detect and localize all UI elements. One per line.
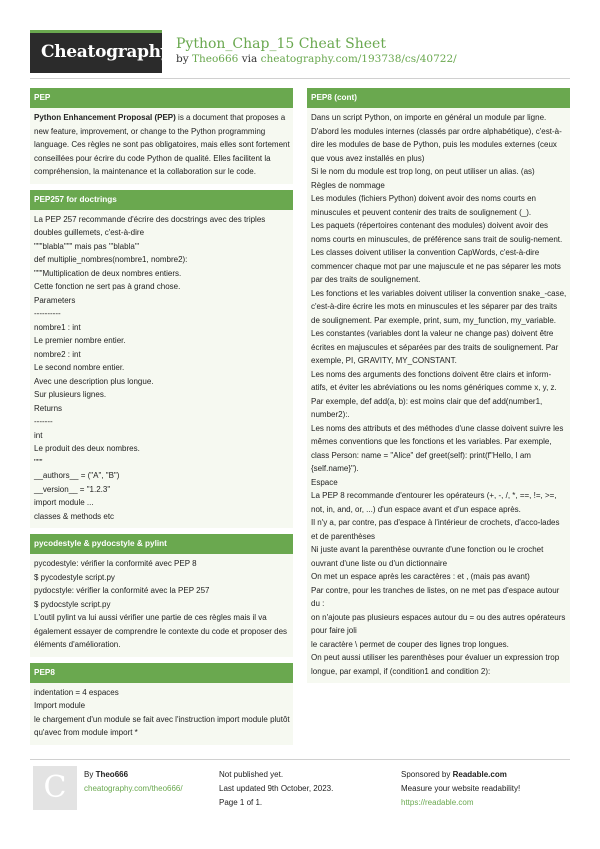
cheatography-logo[interactable]: [30, 30, 171, 73]
page-title: Python_Chap_15 Cheat Sheet: [176, 36, 386, 52]
footer-author: [84, 768, 183, 796]
author-link[interactable]: Theo666: [192, 53, 239, 65]
section-pep8: [30, 663, 293, 745]
section-line: le caractère \ permet de couper des lignes trop longues.: [311, 639, 509, 649]
footer-sponsor-name[interactable]: Readable.com: [452, 770, 507, 779]
footer-updated: Last updated 9th October, 2023.: [219, 784, 334, 793]
footer-sponsor-link[interactable]: https://readable.com: [401, 798, 474, 807]
via-label: via: [241, 53, 258, 65]
footer-author-link[interactable]: cheatography.com/theo666/: [84, 784, 183, 793]
footer-by-label: By: [84, 770, 94, 779]
logo-text: Cheatography: [41, 42, 171, 62]
section-line: ----------: [34, 309, 61, 318]
section-line: Les classes doivent utiliser la convention CapWords, c'est-à-dire commencer chaque mot par une majuscule et ne pas séparer les mots par des traits de soulignement.: [311, 248, 561, 284]
section-line: On met un espace après les caractères : et , (mais pas avant): [311, 572, 530, 581]
section-line: Le produit des deux nombres.: [34, 444, 140, 453]
section-line: Il n'y a, par contre, pas d'espace à l'intérieur de crochets, d'acco-lades et de parenthèses: [311, 518, 560, 541]
section-line: import module ...: [34, 498, 94, 507]
section-line: Dans un script Python, on importe en général un module par ligne. D'abord les modules internes (classés par ordre alphabétique), c'est-à-dire les modules de base de Python, puis les modules externes (ceux que vous avez installés en plus): [311, 113, 562, 163]
section-line: Règles de nommage: [311, 180, 385, 190]
section-body: [30, 108, 293, 184]
section-line: """Multiplication de deux nombres entiers.: [34, 268, 182, 278]
section-title: PEP8 (cont): [307, 88, 570, 108]
section-line: on n'ajoute pas plusieurs espaces autour du = ou des autres opérateurs pour faire joli: [311, 612, 566, 635]
footer-meta: [219, 768, 333, 810]
right-column: [307, 88, 570, 689]
section-line: Le second nombre entier.: [34, 363, 125, 372]
section-line: La PEP 8 recommande d'entourer les opérateurs (+, -, /, *, ==, !=, >=, not, in, and, or, ...) d'un espace avant et d'un espace après.: [311, 491, 557, 514]
section-line: Le premier nombre entier.: [34, 336, 126, 345]
section-line: indentation = 4 espaces: [34, 687, 119, 697]
section-line: Les paquets (répertoires contenant des modules) doivent avoir des noms courts en minuscules, de préférence sans trait de soulig-nement.: [311, 221, 563, 244]
section-line: nombre1 : int: [34, 322, 81, 332]
section-line: nombre2 : int: [34, 349, 81, 359]
section-line: Les fonctions et les variables doivent utiliser la convention snake_-case, c'est-à-dire écrire les mots en minuscules et les séparer par des traits de soulignement. Par exemple, print, sum, my_function, my_variable.: [311, 288, 567, 325]
section-line: """blabla""" mais pas '''blabla''': [34, 241, 140, 251]
footer-author-name[interactable]: Theo666: [95, 770, 129, 779]
section-line: $ pydocstyle script.py: [34, 599, 111, 609]
section-line: Returns: [34, 403, 63, 413]
pep-definition: [34, 111, 290, 179]
section-body: [30, 683, 293, 745]
section-body: [30, 554, 293, 657]
section-line: classes & methods etc: [34, 511, 115, 521]
section-line: Sur plusieurs lignes.: [34, 390, 107, 399]
section-line: pydocstyle: vérifier la conformité avec la PEP 257: [34, 586, 210, 595]
footer-sponsor-line: [401, 768, 520, 782]
section-line: -------: [34, 417, 53, 426]
footer-by-line: [84, 768, 183, 782]
footer-published: Not published yet.: [219, 770, 284, 779]
section-body: [30, 210, 293, 529]
author-avatar[interactable]: [33, 766, 77, 810]
byline: [176, 53, 457, 65]
section-line: int: [34, 430, 43, 440]
footer-divider: [30, 759, 570, 760]
section-line: """: [34, 457, 43, 467]
section-line: __version__ = "1.2.3": [34, 484, 111, 494]
section-line: Espace: [311, 477, 338, 487]
section-line: __authors__ = ("A", "B"): [34, 471, 120, 480]
pep-text: is a document that proposes a new feature, improvement, or change to the Python programming language. Ces règles ne sont pas obligatoires, mais elles sont fortement conseillées pour écrire du code Python de qualité. Elles facilitent la compréhension, la maintenance et la collaboration sur le code.: [34, 113, 290, 176]
section-line: Si le nom du module est trop long, on peut utiliser un alias. (as): [311, 167, 535, 176]
section-body: [307, 108, 570, 683]
footer-sponsor-label: Sponsored by: [401, 770, 451, 779]
section-pycodestyle: [30, 534, 293, 657]
section-line: Les constantes (variables dont la valeur ne change pas) doivent être écrites en majuscules et séparées par des traits de soulignement. Par exemple, PI, GRAVITY, MY_CONSTANT.: [311, 329, 559, 365]
section-title: PEP: [30, 88, 293, 108]
section-line: Parameters: [34, 295, 76, 305]
section-line: On peut aussi utiliser les parenthèses pour évaluer un expression trop longue, par exampl, if (condition1 and condition 2):: [311, 653, 560, 676]
section-line: Avec une description plus longue.: [34, 376, 154, 386]
section-line: Par contre, pour les tranches de listes, on ne met pas d'espace autour du :: [311, 585, 560, 608]
section-line: le chargement d'un module se fait avec l'instruction import module plutôt qu'avec from module import *: [34, 714, 290, 737]
section-line: Les noms des arguments des fonctions doivent être clairs et inform-atifs, et éviter les abréviations ou les noms génériques comme x, y, z. Par exemple, def add(a, b): est moins clair que def add(number1, number2):.: [311, 369, 557, 419]
footer-page: Page 1 of 1.: [219, 798, 263, 807]
footer-sponsor: [401, 768, 520, 810]
section-line: $ pycodestyle script.py: [34, 572, 115, 582]
sheet-url-link[interactable]: cheatography.com/193738/cs/40722/: [260, 53, 457, 65]
section-title: PEP8: [30, 663, 293, 683]
section-line: Les noms des attributs et des méthodes d'une classe doivent suivre les mêmes conventions que les fonctions et les variables. Par exemple, class Person: name = "Alice" def greet(self): print(f"Hello, I am {self.name}").: [311, 423, 564, 473]
section-pep: [30, 88, 293, 184]
section-line: def multiplie_nombres(nombre1, nombre2):: [34, 255, 188, 264]
section-title: pycodestyle & pydocstyle & pylint: [30, 534, 293, 554]
section-line: pycodestyle: vérifier la conformité avec PEP 8: [34, 559, 197, 568]
section-title: PEP257 for doctrings: [30, 190, 293, 210]
by-label: by: [176, 53, 189, 65]
section-line: Cette fonction ne sert pas à grand chose.: [34, 282, 181, 291]
section-line: Les modules (fichiers Python) doivent avoir des noms courts en minuscules et peuvent contenir des traits de soulignement (_).: [311, 194, 536, 217]
header-divider: [30, 78, 570, 79]
section-line: La PEP 257 recommande d'écrire des docstrings avec des triples doubles guillemets, c'est-à-dire: [34, 214, 266, 237]
section-line: Ni juste avant la parenthèse ouvrante d'une fonction ou le crochet ouvrant d'une liste ou d'un dictionnaire: [311, 545, 544, 568]
section-line: L'outil pylint va lui aussi vérifier une partie de ces règles mais il va également essayer de comprendre le contexte du code et proposer des éléments d'amélioration.: [34, 613, 288, 649]
footer-sponsor-text: Measure your website readability!: [401, 784, 521, 793]
section-pep257: [30, 190, 293, 529]
left-column: [30, 88, 293, 751]
pep-term: Python Enhancement Proposal (PEP): [34, 113, 176, 122]
section-line: Import module: [34, 701, 86, 710]
section-pep8-cont: [307, 88, 570, 683]
avatar-letter: C: [43, 770, 67, 805]
